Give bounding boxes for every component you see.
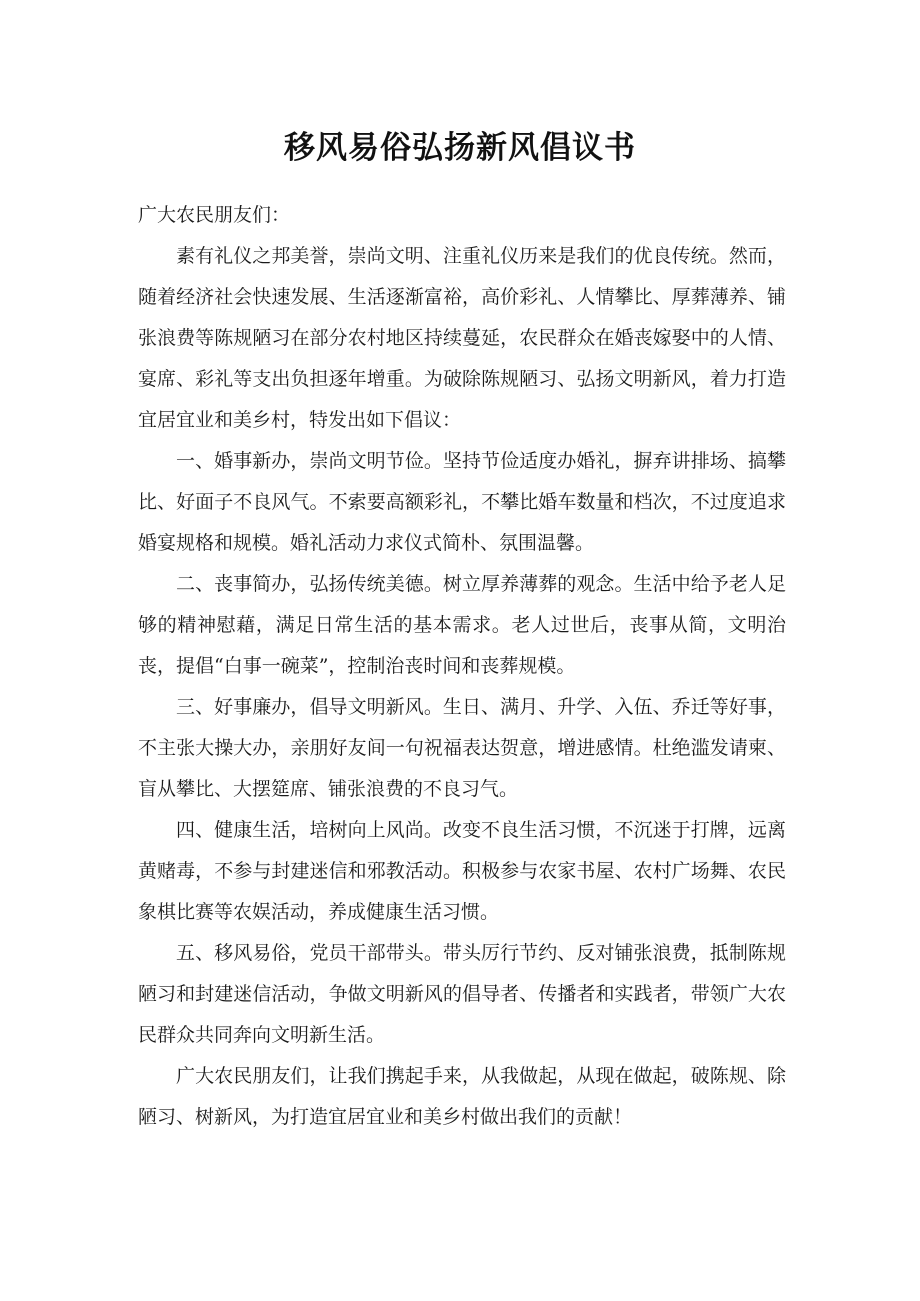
- paragraph-closing: 广大农民朋友们，让我们携起手来，从我做起，从现在做起，破陈规、除陋习、树新风，为打造宜居宜业和美乡村做出我们的贡献！: [138, 1065, 786, 1128]
- document-title: 移风易俗弘扬新风倡议书: [284, 130, 636, 166]
- salutation: 广大农民朋友们：: [138, 204, 291, 226]
- paragraph-funeral: 二、丧事简办，弘扬传统美德。树立厚养薄葬的观念。生活中给予老人足够的精神慰藉，满足日常生活的基本需求。老人过世后，丧事从简，文明治丧，提倡“白事一碗菜”，控制治丧时间和丧葬规模。: [138, 573, 786, 677]
- paragraph-party-members: 五、移风易俗，党员干部带头。带头厉行节约、反对铺张浪费，抵制陈规陋习和封建迷信活动，争做文明新风的倡导者、传播者和实践者，带领广大农民群众共同奔向文明新生活。: [138, 942, 786, 1046]
- paragraph-celebrations: 三、好事廉办，倡导文明新风。生日、满月、升学、入伍、乔迁等好事，不主张大操大办，亲朋好友间一句祝福表达贺意，增进感情。杜绝滥发请柬、盲从攀比、大摆筵席、铺张浪费的不良习气。: [138, 696, 786, 800]
- paragraph-intro: 素有礼仪之邦美誉，崇尚文明、注重礼仪历来是我们的优良传统。然而，随着经济社会快速发展、生活逐渐富裕，高价彩礼、人情攀比、厚葬薄养、铺张浪费等陈规陋习在部分农村地区持续蔓延，农民群众在婚丧嫁娶中的人情、宴席、彩礼等支出负担逐年增重。为破除陈规陋习、弘扬文明新风，着力打造宜居宜业和美乡村，特发出如下倡议：: [138, 245, 786, 431]
- paragraph-healthy-living: 四、健康生活，培树向上风尚。改变不良生活习惯，不沉迷于打牌，远离黄赌毒，不参与封建迷信和邪教活动。积极参与农家书屋、农村广场舞、农民象棋比赛等农娱活动，养成健康生活习惯。: [138, 819, 786, 923]
- document-body: [138, 195, 786, 1138]
- paragraph-wedding: 一、婚事新办，崇尚文明节俭。坚持节俭适度办婚礼，摒弃讲排场、搞攀比、好面子不良风气。不索要高额彩礼，不攀比婚车数量和档次，不过度追求婚宴规格和规模。婚礼活动力求仪式简朴、氛围温馨。: [138, 450, 786, 554]
